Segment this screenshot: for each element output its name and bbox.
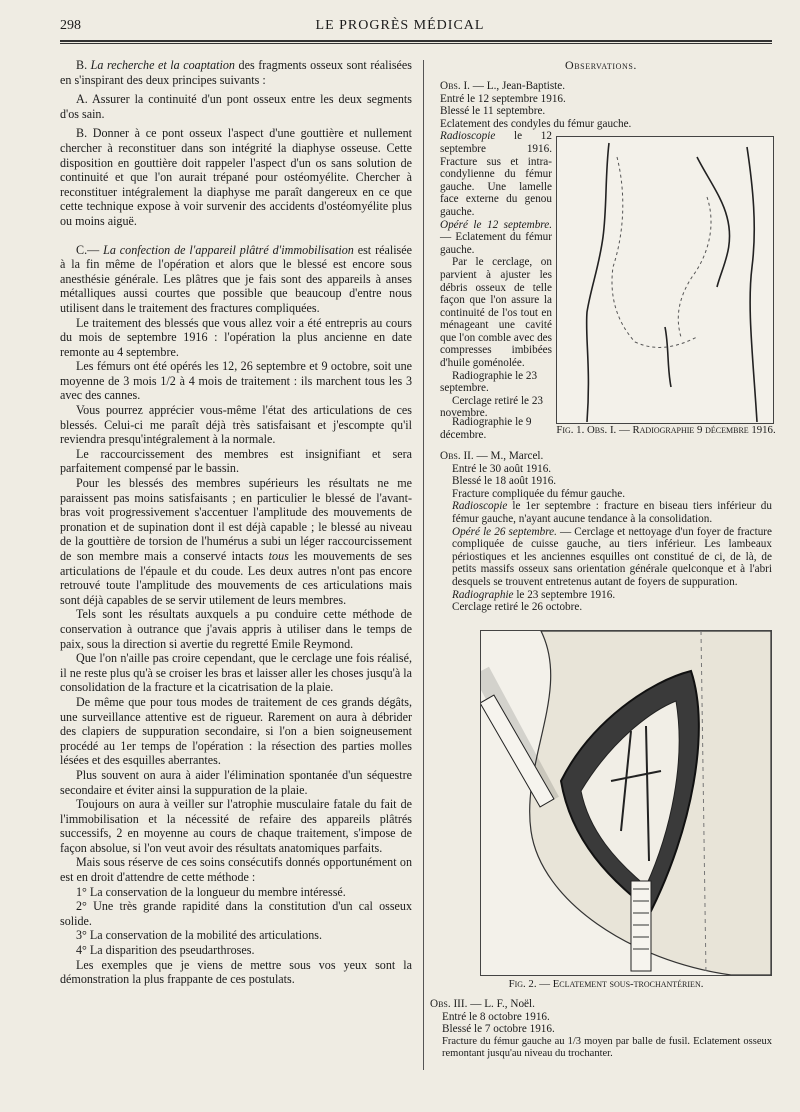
para-resultats: Tels sont les résultats auxquels a pu conduire cette méthode de conservation à outrance que j'avais appris à utiliser dans le temps de paix, sous la direction si avertie du regretté Emile Reymond. <box>60 607 412 651</box>
observations-heading: Observations. <box>564 58 638 72</box>
para-c: C.— La confection de l'appareil plâtré d'immobilisation est réalisée à la fin même de l'opération et alors que le blessé est encore sous anesthésie générale. Les plâtres que je fais sont des appareils à anses métalliques aussi courtes que possible que beaucoup d'entre nous utilisent dans le traitement des fractures compliquées. <box>60 242 412 315</box>
para-meme: De même que pour tous modes de traitement de ces grands dégâts, une surveillance attentive est de rigueur. Rarement on aura à débrider des clapiers de suppuration secondaire, si l'on a bien soigneusement procédé au 1er temps de l'opération : la résection des parties molles lésées et des esquilles aberrantes. <box>60 694 412 768</box>
page-number: 298 <box>60 18 81 33</box>
list-item: 4° La disparition des pseudarthroses. <box>76 943 255 958</box>
para-souvent: Plus souvent on aura à aider l'élimination spontanée d'un séquestre secondaire et éviter ainsi la suppuration de la plaie. <box>60 767 412 797</box>
para-croire: Que l'on n'aille pas croire cependant, que le cerclage une fois réalisé, il ne reste plus qu'à se croiser les bras et laisser aller les choses jusqu'à la consolidation de la fracture et la cicatrisation de la plaie. <box>60 651 412 695</box>
surgical-drawing <box>481 631 771 975</box>
observation-3: Obs. III. — L. F., Noël. Entré le 8 octobre 1916. Blessé le 7 octobre 1916. Fracture du fémur gauche au 1/3 moyen par balle de fusil. Eclatement osseux remontant jusqu'au niveau du trochanter. <box>430 998 772 1060</box>
para-superieurs: Pour les blessés des membres supérieurs les résultats ne me paraissent pas moins satisfaisants ; en particulier le blessé de l'avant-bras voit progressivement s'accentuer l'amplitude des mouvements de pronation et de supination dont il est déjà capable ; le blessé au niveau de la gouttière de torsion de l'humérus a subi un léger raccourcissement de son membre mais a conservé intacts tous les mouvements de ses articulations de l'épaule et du coude. Les deux autres n'ont pas encore retrouvé toute l'amplitude des mouvements de ces articulations mais sont déjà capables de se servir utilement de leurs membres. <box>60 476 413 607</box>
observation-1-radiographie: Radiographie le 9 décembre. <box>440 416 532 441</box>
para-traitement: Le traitement des blessés que vous allez voir a été entrepris au cours du mois de septembre 1916 : l'opération la plus ancienne en date remonte au 4 septembre. <box>60 315 412 359</box>
running-title: LE PROGRÈS MÉDICAL <box>315 18 485 33</box>
para-reserve: Mais sous réserve de ces soins consécutifs donnés opportunément on est en droit d'attendre de cette méthode : <box>60 855 412 885</box>
header-rule <box>60 40 772 44</box>
para-femurs: Les fémurs ont été opérés les 12, 26 septembre et 9 octobre, soit une moyenne de 3 mois 1/2 à 4 mois de traitement : ils marchent tous les 3 avec des cannes. <box>60 359 412 403</box>
para-a-principle: A. Assurer la continuité d'un pont osseux entre les deux segments d'os sain. <box>60 92 412 121</box>
para-toujours: Toujours on aura à veiller sur l'atrophie musculaire fatale du fait de l'immobilisation et la nécessité de refaire des appareils plâtrés successifs, 2 en moyenne au cours de chaque traitement, s'impose de façon absolue, si l'on veut avoir des résultats anatomiques parfaits. <box>60 797 412 855</box>
para-b: B. La recherche et la coaptation des fragments osseux sont réalisées en s'inspirant des deux principes suivants : <box>60 58 412 87</box>
left-column <box>60 58 412 987</box>
list-item: 3° La conservation de la mobilité des articulations. <box>76 928 322 943</box>
para-exemples: Les exemples que je viens de mettre sous vos yeux sont la démonstration la plus frappante de ces postulats. <box>60 957 412 987</box>
figure-2-caption: Fig. 2. — Eclatement sous-trochantérien. <box>508 978 704 990</box>
para-b-principle: B. Donner à ce pont osseux l'aspect d'une gouttière et nullement chercher à reconstituer dans son intégrité la diaphyse osseuse. Cette disposition en gouttière doit rappeler l'aspect d'un os sans solution de continuité et que l'on aurait trépané pour ostéomyélite. Chercher à reconstituer intégralement la diaphyse me paraît dangereux en ce que cette technique expose à voir survenir des accidents d'ostéomyélite plus ou moins aiguë. <box>60 126 412 228</box>
para-raccourcissement: Le raccourcissement des membres est insignifiant et sera parfaitement compensé par le bassin. <box>60 446 412 476</box>
list-item: 1° La conservation de la longueur du membre intéressé. <box>76 884 346 899</box>
figure-2-drawing <box>480 630 772 976</box>
column-divider <box>423 60 424 1070</box>
femur-radiograph-drawing <box>557 137 773 423</box>
observation-2: Obs. II. — M., Marcel. Entré le 30 août 1916. Blessé le 18 août 1916. Fracture compliquée du fémur gauche. Radioscopie le 1er septembre : fracture en biseau tiers inférieur du fémur gauche, n'ayant aucune tendance à la consolidation. Opéré le 26 septembre. — Cerclage et nettoyage d'un foyer de fracture compliquée de cuisse gauche, au tiers inférieur. Les lambeaux périostiques et les anciennes esquilles ont constitué de ci, de là, de petits massifs osseux sans orientation générale quelconque et à l'abri desquels se trouvent entretenus autant de foyers de suppuration. Radiographie le 23 septembre 1916. Cerclage retiré le 26 octobre. <box>440 450 772 614</box>
para-apprecier: Vous pourrez apprécier vous-même l'état des articulations de ces blessés. Celui-ci me paraît déjà très satisfaisant et j'escompte qu'il reviendra presqu'intégralement à la normale. <box>60 403 412 447</box>
figure-1-radiograph <box>556 136 774 424</box>
observation-1: Obs. I. — L., Jean-Baptiste. Entré le 12 septembre 1916. Blessé le 11 septembre. Eclatement des condyles du fémur gauche. Radioscopie le 12 septembre 1916. Fracture sus et intra-condylienne du fémur gauche. Une lamelle face externe du genou gauche. Opéré le 12 septembre. — Eclatement du fémur gauche. Par le cerclage, on parvient à ajuster les débris osseux de telle façon que l'on assure la continuité de l'os tout en ménageant une cavité que l'on comble avec des compresses imbibées d'huile goménolée. Radiographie le 23 septembre. Cerclage retiré le 23 novembre. <box>440 80 632 420</box>
figure-1-caption: Fig. 1. Obs. I. — Radiographie 9 décembre 1916. <box>556 424 776 436</box>
list-item: 2° Une très grande rapidité dans la constitution d'un cal osseux solide. <box>60 899 412 928</box>
